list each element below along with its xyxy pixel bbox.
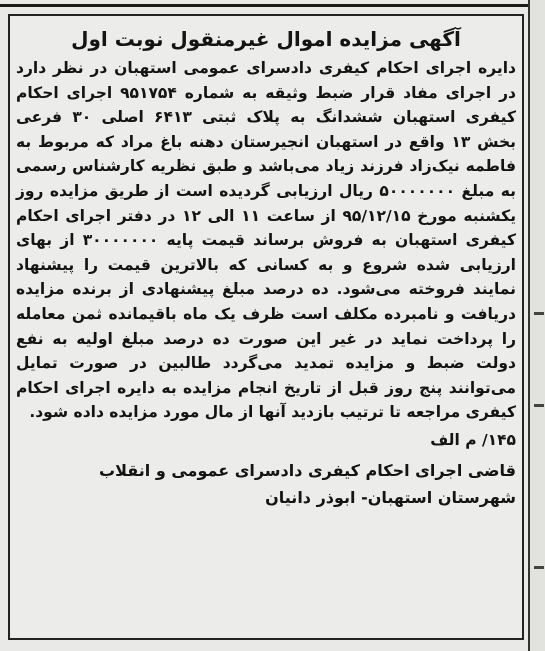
ad-reference-number: ۱۴۵/ م الف: [430, 430, 516, 449]
ad-content: [16, 24, 516, 632]
top-rule: [0, 4, 545, 7]
auction-ad-box: [8, 14, 524, 640]
column-edge-mark: [534, 566, 544, 569]
column-edge-mark: [534, 404, 544, 407]
ad-title: آگهی مزایده اموال غیرمنقول نوبت اول: [71, 27, 461, 51]
adjacent-column-edge: [528, 0, 545, 651]
ad-signature: قاضی اجرای احکام کیفری دادسرای عمومی و انقلاب شهرستان استهبان- ابوذر دانیان: [99, 460, 516, 507]
column-edge-mark: [534, 312, 544, 315]
ad-body-text: دایره اجرای احکام کیفری دادسرای عمومی استهبان در نظر دارد در اجرای مفاد قرار ضبط وثیقه به شماره ۹۵۱۷۵۴ اجرای احکام کیفری استهبان ششدانگ به پلاک ثبتی ۶۴۱۳ اصلی ۳۰ فرعی بخش ۱۳ واقع در استهبان انجیرستان دهنه باغ مراد که مربوط به فاطمه نیک‌زاد فرزند زیاد می‌باشد و طبق نظریه کارشناس رسمی به مبلغ ۵۰۰۰۰۰۰۰ ریال ارزیابی گردیده است از طریق مزایده روز یکشنبه مورخ ۹۵/۱۲/۱۵ از ساعت ۱۱ الی ۱۲ در دفتر اجرای احکام کیفری استهبان به فروش برساند قیمت پایه ۳۰۰۰۰۰۰۰ از بهای ارزیابی شده شروع و به کسانی که بالاترین قیمت را پیشنهاد نمایند فروخته می‌شود. ده درصد مبلغ پیشنهادی از برنده مزایده دریافت و نامبرده مکلف است ظرف یک ماه باقیمانده ثمن معامله را پرداخت نماید در غیر این صورت ده درصد مبلغ اولیه به نفع دولت ضبط و مزایده تمدید می‌گردد طالبین در صورت تمایل می‌توانند پنج روز قبل از تاریخ انجام مزایده به دایره اجرای احکام کیفری مراجعه تا ترتیب بازدید آنها از مال مورد مزایده داده شود.: [16, 59, 517, 422]
